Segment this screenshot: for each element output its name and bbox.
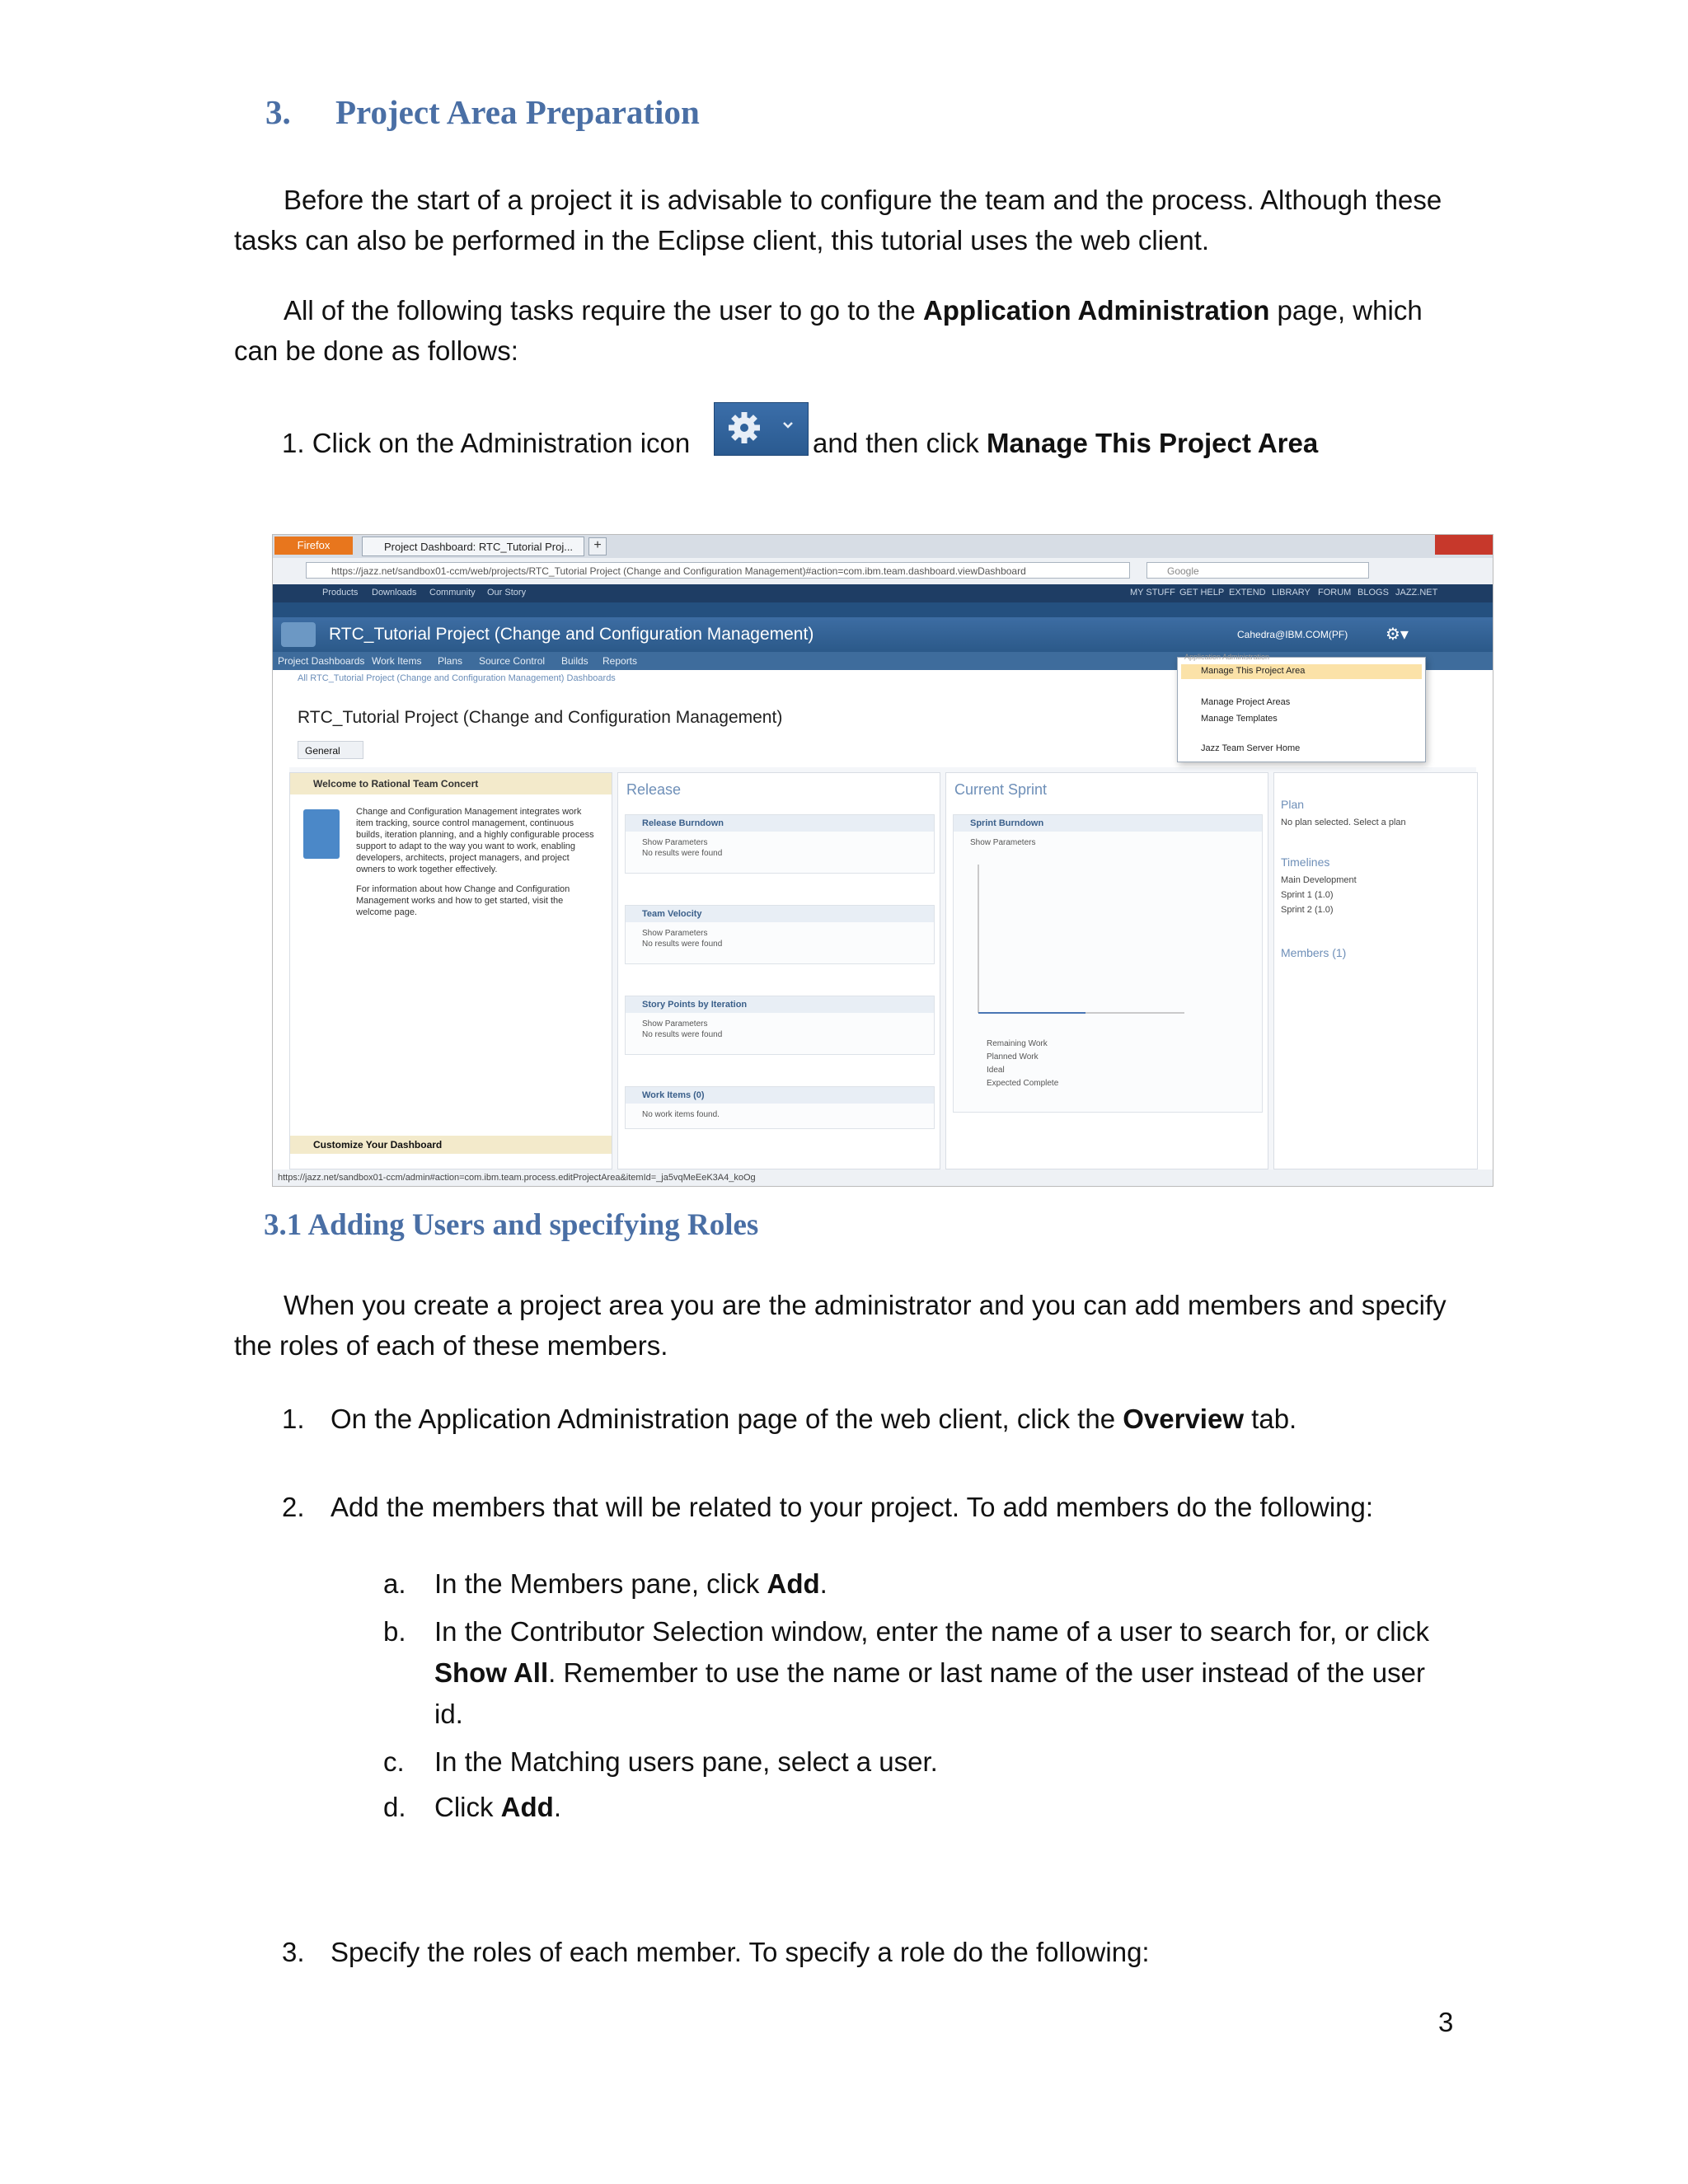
tab-general[interactable]: General <box>298 741 363 759</box>
nav-products[interactable]: Products <box>322 588 359 598</box>
admin-step: 1. Click on the Administration icon <box>282 428 691 458</box>
widget-story-points: Story Points by Iteration Show Parameters No results were found <box>625 996 935 1055</box>
widget-sprint-burndown: Sprint Burndown Show Parameters Remaining Work Planned Work Ideal Expected Complete <box>953 814 1263 1113</box>
subsection-heading: 3.1 Adding Users and specifying Roles <box>264 1208 759 1242</box>
gear-icon <box>715 403 808 455</box>
widget-work-items: Work Items (0) No work items found. <box>625 1086 935 1129</box>
dashboard-body <box>289 767 1476 1179</box>
nav-extend[interactable]: EXTEND <box>1229 588 1266 598</box>
admin-step-number: 1. <box>282 428 305 458</box>
menu-plans[interactable]: Plans <box>438 655 463 667</box>
step-3: 3. Specify the roles of each member. To specify a role do the following: <box>282 1937 1150 1967</box>
user-label[interactable]: Cahedra@IBM.COM(PF) <box>1237 629 1348 640</box>
administration-icon <box>714 402 809 456</box>
browser-tab-bar <box>273 535 1493 558</box>
menu-work-items[interactable]: Work Items <box>372 655 422 667</box>
jazz-site-nav <box>273 584 1493 602</box>
section-number: 3. <box>265 93 291 131</box>
project-icon <box>281 622 316 647</box>
dashboard-title: RTC_Tutorial Project (Change and Configuration Management) <box>298 708 783 727</box>
nav-forum[interactable]: FORUM <box>1318 588 1352 598</box>
admin-dropdown-menu: Application Administration Manage This Project Area Manage Project Areas Manage Templates Jazz Team Server Home <box>1177 657 1426 762</box>
show-parameters-link[interactable]: Show Parameters <box>970 838 1036 847</box>
show-parameters-link[interactable]: Show Parameters <box>642 929 708 938</box>
welcome-text-2: For information about how Change and Configuration Management works and how to get started, visit the welcome page. <box>356 884 570 917</box>
menu-jazz-team-server-home[interactable]: Jazz Team Server Home <box>1201 743 1301 753</box>
nav-get-help[interactable]: GET HELP <box>1179 588 1225 598</box>
welcome-widget <box>289 772 612 1169</box>
admin-gear-icon[interactable]: ⚙▾ <box>1386 626 1409 644</box>
customize-dashboard[interactable]: Customize Your Dashboard <box>290 1136 612 1154</box>
book-icon <box>303 809 340 859</box>
nav-our-story[interactable]: Our Story <box>487 588 527 598</box>
nav-community[interactable]: Community <box>429 588 476 598</box>
nav-blogs[interactable]: BLOGS <box>1357 588 1389 598</box>
section-title: Project Area Preparation <box>335 93 700 131</box>
release-column <box>617 772 940 1169</box>
side-column: Plan No plan selected. Select a plan Timelines Main Development Sprint 1 (1.0) Sprint 2 (1.0) Members (1) <box>1273 772 1478 1169</box>
address-bar[interactable]: https://jazz.net/sandbox01-ccm/web/projects/RTC_Tutorial Project (Change and Configuration Management)#action=com.ibm.team.dashboard.viewDashboard <box>306 562 1130 579</box>
sprint-column <box>945 772 1268 1169</box>
subsection-intro: When you create a project area you are the administrator and you can add members and specify the roles of each of these members. <box>234 1290 1447 1361</box>
show-parameters-link[interactable]: Show Parameters <box>642 1019 708 1029</box>
menu-reports[interactable]: Reports <box>603 655 638 667</box>
intro-paragraph-1: Before the start of a project it is advisable to configure the team and the process. Although these tasks can also be performed in the Eclipse client, this tutorial uses the web client. <box>234 185 1442 255</box>
admin-step-continued: and then click Manage This Project Area <box>813 428 1319 458</box>
intro-paragraph-2: All of the following tasks require the user to go to the Application Administration page, which can be done as follows: <box>234 295 1423 366</box>
widget-release-burndown: Release Burndown Show Parameters No results were found <box>625 814 935 874</box>
rtc-dashboard-screenshot <box>272 534 1493 1187</box>
search-box[interactable]: Google <box>1146 562 1369 579</box>
menu-source-control[interactable]: Source Control <box>479 655 546 667</box>
window-close-button[interactable] <box>1435 535 1493 555</box>
breadcrumb[interactable]: All RTC_Tutorial Project (Change and Configuration Management) Dashboards <box>298 673 616 683</box>
substep-c: c. In the Matching users pane, select a user. <box>383 1746 938 1777</box>
substep-d: d. Click Add. <box>383 1792 561 1822</box>
project-title: RTC_Tutorial Project (Change and Configuration Management) <box>329 625 814 644</box>
menu-manage-project-areas[interactable]: Manage Project Areas <box>1201 697 1291 707</box>
substep-a: a. In the Members pane, click Add. <box>383 1568 828 1599</box>
step-1: 1. On the Application Administration page of the web client, click the Overview tab. <box>282 1404 1297 1434</box>
nav-downloads[interactable]: Downloads <box>372 588 417 598</box>
project-header <box>273 617 1493 652</box>
step-2: 2. Add the members that will be related to your project. To add members do the following: <box>282 1492 1374 1522</box>
sprint-title: Current Sprint <box>954 781 1048 798</box>
menu-builds[interactable]: Builds <box>561 655 588 667</box>
substep-b: b. In the Contributor Selection window, enter the name of a user to search for, or click Show All. Remember to use the name or last name of the user instead of the user id. <box>383 1616 1429 1729</box>
page-number: 3 <box>1438 2007 1454 2037</box>
menu-project-dashboards[interactable]: Project Dashboards <box>278 655 365 667</box>
jazz-subnav <box>273 602 1493 617</box>
section-heading <box>265 92 700 132</box>
welcome-text: Change and Configuration Management integrates work item tracking, source control management, continuous builds, iteration planning, and a highly configurable process support to adapt to the way you want to work, enabling developers, architects, project managers, and project owners to work together effectively. <box>356 807 594 874</box>
browser-toolbar <box>273 558 1493 585</box>
browser-status-bar: https://jazz.net/sandbox01-ccm/admin#action=com.ibm.team.process.editProjectArea&itemId=_ja5vqMeEeK3A4_koOg <box>273 1169 1493 1186</box>
nav-jazz-net[interactable]: JAZZ.NET <box>1395 588 1438 598</box>
nav-library[interactable]: LIBRARY <box>1272 588 1311 598</box>
new-tab-button[interactable]: + <box>588 537 607 555</box>
browser-tab[interactable]: Project Dashboard: RTC_Tutorial Proj... <box>362 537 584 556</box>
firefox-menu-button[interactable]: Firefox <box>274 537 353 555</box>
widget-team-velocity: Team Velocity Show Parameters No results were found <box>625 905 935 964</box>
chart-legend: Remaining Work Planned Work Ideal Expected Complete <box>987 1039 1059 1088</box>
nav-my-stuff[interactable]: MY STUFF <box>1130 588 1175 598</box>
show-parameters-link[interactable]: Show Parameters <box>642 838 708 847</box>
menu-manage-this-project-area[interactable]: Manage This Project Area <box>1201 666 1306 676</box>
menu-manage-templates[interactable]: Manage Templates <box>1201 714 1278 724</box>
welcome-widget-title: Welcome to Rational Team Concert <box>290 773 612 794</box>
release-title: Release <box>626 781 682 798</box>
